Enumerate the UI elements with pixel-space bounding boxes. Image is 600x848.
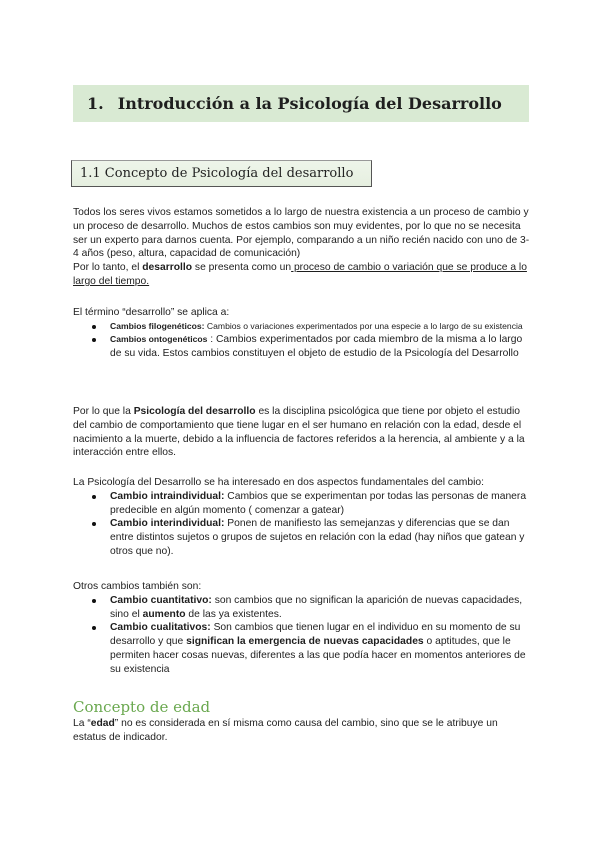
list-item — [73, 594, 533, 622]
definition-mid: se presenta como un — [192, 262, 292, 274]
item-text-end: de las ya existentes. — [185, 608, 282, 620]
item-term: Cambio intraindividual: — [110, 490, 225, 502]
otros-block — [73, 580, 533, 677]
list-item — [73, 517, 533, 558]
termino-block — [73, 306, 533, 361]
definition-pre: Por lo tanto, el — [73, 262, 143, 274]
edad-paragraph — [73, 717, 533, 745]
section-title: 1.1 Concepto de Psicología del desarrollo — [80, 166, 354, 181]
item-text-end: o aptitudes, que le permiten hacer cosas nuevas, diferentes a las que podía hacer en momentos anteriores de su existencia — [110, 636, 526, 675]
item-bold: significan la emergencia de nuevas capacidades — [186, 636, 424, 648]
item-term: Cambio interindividual: — [110, 518, 225, 530]
desarrollo-definition — [73, 261, 533, 289]
aspectos-list — [73, 490, 533, 559]
termino-intro: El término “desarrollo” se aplica a: — [73, 307, 230, 318]
item-term: Cambio cuantitativo: — [110, 594, 212, 606]
item-term: Cambios filogenéticos: — [110, 320, 205, 331]
intro-text: Todos los seres vivos estamos sometidos a lo largo de nuestra existencia a un proceso de cambio y un proceso de desarrollo. Muchos de estos cambios son muy evidentes, por lo que no se necesita ser un experto para darnos cuenta. Por ejemplo, comparando a un niño recién nacido con uno de 3-4 años (peso, altura, capacidad de comunicación) — [73, 207, 530, 260]
psicologia-text — [73, 405, 533, 460]
list-item — [73, 490, 533, 518]
otros-list — [73, 594, 533, 677]
list-item — [73, 621, 533, 676]
chapter-heading — [73, 85, 529, 122]
item-text: Ponen de manifiesto las semejanzas y diferencias que se dan entre distintos sujetos o grupos de sujetos en relación con la edad (hay niños que gatean y otros que no). — [110, 518, 525, 557]
intro-paragraph — [73, 206, 533, 289]
section-heading — [71, 160, 372, 187]
para2-post: es la disciplina psicológica que tiene por objeto el estudio del cambio de comportamiento que tiene lugar en el ser humano en relación con la edad, desde el nacimiento a la muerte, debido a la influencia de factores referidos a la herencia, al ambiente y a la interacción entre ellos. — [73, 406, 525, 459]
aspectos-intro: La Psicología del Desarrollo se ha interesado en dos aspectos fundamentales del cambio: — [73, 477, 484, 488]
item-text: Cambios o variaciones experimentados por una especie a lo largo de su existencia — [204, 320, 523, 331]
termino-list — [73, 320, 533, 361]
edad-pre: La “ — [73, 718, 91, 729]
item-bold: aumento — [142, 608, 186, 620]
psicologia-paragraph — [73, 405, 533, 460]
item-text: : Cambios experimentados por cada miembro de la misma a lo largo de su vida. Estos cambios constituyen el objeto de estudio de la Psicología del Desarrollo — [110, 334, 523, 359]
item-text: son cambios que no significan la aparición de nuevas capacidades, sino el — [110, 594, 523, 620]
edad-heading: Concepto de edad — [73, 698, 211, 716]
para2-pre: Por lo que la — [73, 406, 134, 417]
item-term: Cambio cualitativos: — [110, 622, 211, 634]
edad-post: ” no es considerada en sí misma como causa del cambio, sino que se le atribuye un estatus de indicador. — [73, 718, 498, 743]
edad-text — [73, 717, 533, 745]
otros-intro: Otros cambios también son: — [73, 581, 202, 592]
chapter-number: 1. — [87, 94, 104, 113]
definition-bold: desarrollo — [142, 262, 193, 274]
para2-bold: Psicología del desarrollo — [133, 406, 256, 417]
item-text: Son cambios que tienen lugar en el individuo en su momento de su desarrollo y que — [110, 622, 521, 648]
list-item — [73, 333, 533, 361]
item-text: Cambios que se experimentan por todas las personas de manera predecible en algún momento ( comenzar a gatear) — [110, 490, 527, 516]
list-item — [73, 320, 533, 333]
aspectos-block — [73, 476, 533, 559]
edad-bold: edad — [90, 718, 115, 729]
definition-underlined: proceso de cambio o variación que se produce a lo largo del tiempo. — [73, 262, 527, 287]
chapter-title: Introducción a la Psicología del Desarrollo — [117, 94, 502, 113]
item-term: Cambios ontogenéticos — [110, 334, 208, 344]
